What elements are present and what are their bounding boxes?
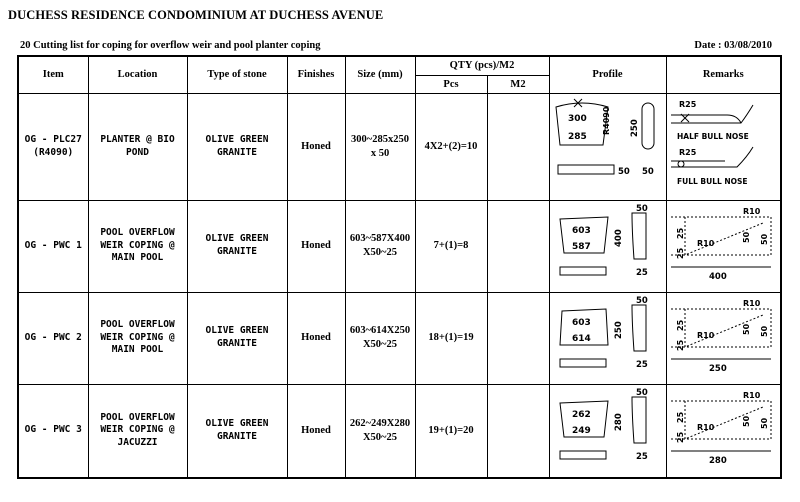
cutting-list-table xyxy=(17,55,782,479)
remarks-cell xyxy=(666,200,781,292)
weir-profile-drawing xyxy=(550,201,667,289)
remark-r-top: R10 xyxy=(742,298,760,308)
location-cell: POOL OVERFLOW WEIR COPING @ MAIN POOL xyxy=(88,200,187,292)
profile-top-dim: 603 xyxy=(571,317,591,328)
m2-cell xyxy=(487,93,549,200)
remark-left-dim: 25 xyxy=(675,412,685,424)
remark-right-dim: 50 xyxy=(759,418,769,430)
document-subtitle: 20 Cutting list for coping for overflow weir and pool planter coping xyxy=(20,40,321,51)
remark-radius-top: R25 xyxy=(678,100,696,109)
col-pcs: Pcs xyxy=(415,75,487,93)
profile-thick-bottom: 25 xyxy=(635,452,648,463)
m2-cell xyxy=(487,384,549,478)
col-finishes: Finishes xyxy=(287,56,345,93)
col-location: Location xyxy=(88,56,187,93)
table-row xyxy=(18,200,781,292)
size-cell: 603~587X400 X50~25 xyxy=(345,200,415,292)
remarks-cell xyxy=(666,292,781,384)
m2-cell xyxy=(487,292,549,384)
finish-cell: Honed xyxy=(287,292,345,384)
profile-side-dim: 280 xyxy=(613,413,624,432)
m2-cell xyxy=(487,200,549,292)
planter-profile-drawing xyxy=(550,95,667,195)
profile-bottom-dim: 249 xyxy=(571,426,591,437)
profile-height-dim: 250 xyxy=(629,119,640,137)
profile-top-dim: 300 xyxy=(567,114,587,124)
remark-mid-dim: 50 xyxy=(741,231,751,243)
remark-mid-dim: 50 xyxy=(741,323,751,335)
item-cell xyxy=(18,93,88,200)
profile-bottom-dim: 614 xyxy=(571,333,591,344)
remark-left-dim: 25 xyxy=(675,227,685,239)
weir-section-drawing xyxy=(667,385,782,473)
finish-cell: Honed xyxy=(287,200,345,292)
bullnose-detail-drawing xyxy=(667,95,782,195)
remark-right-dim: 50 xyxy=(759,325,769,337)
profile-top-dim: 603 xyxy=(571,225,591,236)
stone-cell: OLIVE GREEN GRANITE xyxy=(187,384,287,478)
remark-full-bull-nose: FULL BULL NOSE xyxy=(676,177,748,186)
finish-cell: Honed xyxy=(287,384,345,478)
finish-cell: Honed xyxy=(287,93,345,200)
profile-cell xyxy=(549,93,666,200)
pcs-cell: 4X2+(2)=10 xyxy=(415,93,487,200)
weir-section-drawing xyxy=(667,201,782,289)
remark-width-dim: 280 xyxy=(708,456,727,467)
profile-side-dim: 250 xyxy=(613,320,624,339)
remark-width-dim: 250 xyxy=(708,363,727,374)
remark-r-bottom: R10 xyxy=(696,423,714,433)
stone-cell: OLIVE GREEN GRANITE xyxy=(187,292,287,384)
col-profile: Profile xyxy=(549,56,666,93)
location-cell: POOL OVERFLOW WEIR COPING @ MAIN POOL xyxy=(88,292,187,384)
size-cell: 300~285x250 x 50 xyxy=(345,93,415,200)
item-code: OG - PLC27 xyxy=(24,133,82,145)
profile-bottom-dim: 587 xyxy=(571,241,591,252)
size-cell: 603~614X250 X50~25 xyxy=(345,292,415,384)
remark-r-bottom: R10 xyxy=(696,330,714,340)
size-cell: 262~249X280 X50~25 xyxy=(345,384,415,478)
profile-thick-top: 50 xyxy=(635,295,648,306)
pcs-cell: 18+(1)=19 xyxy=(415,292,487,384)
remark-left-dim: 25 xyxy=(675,319,685,331)
remark-width-dim: 400 xyxy=(708,271,727,282)
col-item: Item xyxy=(18,56,88,93)
profile-thick-top: 50 xyxy=(635,388,648,399)
col-m2: M2 xyxy=(487,75,549,93)
pcs-cell: 7+(1)=8 xyxy=(415,200,487,292)
profile-radius: R4090 xyxy=(601,106,611,135)
weir-profile-drawing xyxy=(550,385,667,473)
profile-thick-bottom: 25 xyxy=(635,359,648,370)
col-qty: QTY (pcs)/M2 xyxy=(415,56,549,75)
weir-profile-drawing xyxy=(550,293,667,381)
col-size: Size (mm) xyxy=(345,56,415,93)
profile-bottom-dim: 285 xyxy=(567,132,587,142)
stone-cell: OLIVE GREEN GRANITE xyxy=(187,93,287,200)
col-remarks: Remarks xyxy=(666,56,781,93)
remark-radius-bottom: R25 xyxy=(678,148,696,157)
document-date: Date : 03/08/2010 xyxy=(694,40,772,51)
remark-mid-dim: 50 xyxy=(741,416,751,428)
location-cell: PLANTER @ BIO POND xyxy=(88,93,187,200)
remark-r-bottom: R10 xyxy=(696,238,714,248)
weir-section-drawing xyxy=(667,293,782,381)
stone-cell: OLIVE GREEN GRANITE xyxy=(187,200,287,292)
profile-thick-top: 50 xyxy=(635,203,648,214)
table-row xyxy=(18,292,781,384)
document-title: DUCHESS RESIDENCE CONDOMINIUM AT DUCHESS AVENUE xyxy=(8,8,384,22)
item-cell: OG - PWC 3 xyxy=(18,384,88,478)
remark-right-dim: 50 xyxy=(759,233,769,245)
remarks-cell xyxy=(666,93,781,200)
col-stone: Type of stone xyxy=(187,56,287,93)
table-row xyxy=(18,384,781,478)
profile-cell xyxy=(549,292,666,384)
profile-thick-bottom: 25 xyxy=(635,267,648,278)
remark-left-dim-2: 25 xyxy=(675,247,685,259)
profile-cell xyxy=(549,200,666,292)
profile-top-dim: 262 xyxy=(571,410,591,421)
remark-r-top: R10 xyxy=(742,391,760,401)
item-cell: OG - PWC 2 xyxy=(18,292,88,384)
table-row xyxy=(18,93,781,200)
pcs-cell: 19+(1)=20 xyxy=(415,384,487,478)
remark-left-dim-2: 25 xyxy=(675,339,685,351)
header-row xyxy=(18,56,781,75)
location-cell: POOL OVERFLOW WEIR COPING @ JACUZZI xyxy=(88,384,187,478)
remark-r-top: R10 xyxy=(742,206,760,216)
profile-thick-b: 50 xyxy=(641,167,654,177)
profile-cell xyxy=(549,384,666,478)
profile-thick-a: 50 xyxy=(617,167,630,177)
profile-side-dim: 400 xyxy=(613,228,624,247)
remark-half-bull-nose: HALF BULL NOSE xyxy=(676,132,749,141)
remarks-cell xyxy=(666,384,781,478)
remark-left-dim-2: 25 xyxy=(675,432,685,444)
item-code-note: (R4090) xyxy=(33,146,74,158)
item-cell: OG - PWC 1 xyxy=(18,200,88,292)
